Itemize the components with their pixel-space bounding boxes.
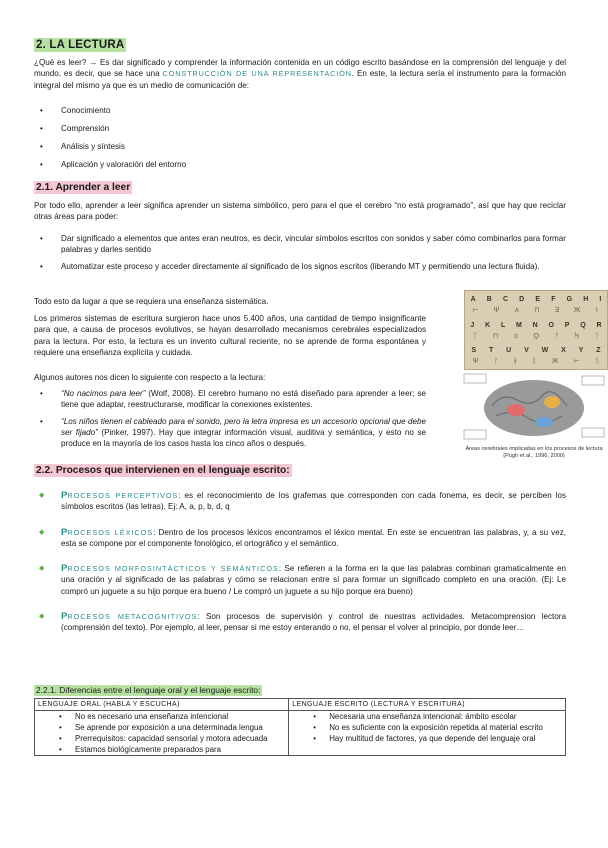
comparison-table	[34, 698, 566, 756]
process-name: ROCESOS PERCEPTIVOS	[67, 491, 179, 500]
paragraph: Los primeros sistemas de escritura surgieron hace unos 5.400 años, una cantidad de tiempo insignificante para que, a causa de procesos evolutivos, se hayan desarrollado mecanismos cerebrales especializados para la lectura. Por esto, la lectura es un invento cultural reciente, no se aprende de forma espontánea y requiere una enseñanza explícita y cuidada.	[34, 314, 426, 357]
alphabet-letter: Y	[578, 347, 584, 355]
process-initial: P	[61, 490, 68, 501]
list-item: • Hay multitud de factores, ya que depende del lenguaje oral	[291, 733, 561, 744]
quotes-list	[34, 388, 426, 454]
ancient-glyphs-row: Ψ ᚹ ∤ ᛒ Ж ⊢ ᚢ	[472, 358, 600, 366]
brain-diagram	[462, 372, 606, 442]
alphabet-letter: J	[470, 321, 475, 329]
alphabet-letter: O	[548, 321, 554, 329]
alphabet-letters-row	[465, 294, 607, 305]
list-item: • Análisis y síntesis	[34, 141, 186, 159]
process-initial: P	[61, 611, 68, 623]
list-item	[34, 388, 426, 411]
list-item: • Aplicación y valoración del entorno	[34, 159, 186, 177]
alphabet-letter: A	[470, 296, 476, 303]
process-text: : Son procesos de supervisión y control de nuestras actividades. Metacomprension lectora (comprensión del texto). Por ejemplo, al leer, pensar si me estoy enterando o no, el pensar el volver al principio, por donde leer…	[61, 612, 567, 633]
alphabet-letter: D	[519, 296, 525, 303]
aprender-list	[34, 233, 566, 277]
alphabet-letter: V	[524, 347, 529, 355]
process-text: : Se refieren a la forma en la que las palabras combinan gramaticalmente en una oración y al significado de las palabras y cómo se relacionan entre sí para formar un significado completo en una oración. (Ej: Le compró un juguete a su hijo porque era bueno / Le compró un juguete a su hijo porque era bueno)	[61, 564, 566, 596]
process-initial: P	[61, 526, 68, 538]
list-item: • No es suficiente con la exposición repetida al material escrito	[291, 722, 561, 733]
quote-text: “Los niños tienen el cableado para el sonido, pero la letra impresa es un accesorio opcional que debe ser fijado”	[61, 416, 426, 437]
paragraph: Algunos autores nos dicen lo siguiente con respecto a la lectura:	[34, 373, 266, 382]
subsection-title-2-2: 2.2. Procesos que intervienen en el lenguaje escrito:	[36, 465, 290, 476]
process-title	[61, 564, 279, 573]
alphabet-letter: S	[471, 347, 477, 355]
alphabet-letter: P	[564, 321, 570, 329]
list-item: • Prerrequisitos: capacidad sensorial y motora adecuada	[37, 733, 284, 744]
quote-source: (Pinker, 1997). Hay que integrar información visual, auditiva y semántica, y esto no se produce en la mayoría de los casos hasta los cinco años o después.	[61, 427, 426, 449]
process-item	[34, 611, 566, 634]
processes-list	[34, 490, 566, 648]
table-header-row	[35, 699, 566, 711]
table-header-escrito: LENGUAJE ESCRITO (LECTURA Y ESCRITURA)	[289, 699, 566, 711]
alphabet-letter: B	[486, 296, 492, 303]
quote-source: (Wolf, 2008). El cerebro humano no está diseñado para aprender a leer; se tiene que adaptar, reestructurarse, modificar la conexiones existentes.	[61, 389, 426, 410]
paragraph: Todo esto da lugar a que se requiera una enseñanza sistemática.	[34, 297, 269, 306]
alphabet-letters-row	[465, 320, 607, 331]
process-item	[34, 490, 566, 513]
alphabet-letter: R	[596, 321, 602, 329]
process-text: : es el reconocimiento de los grafemas que corresponden con cada fonema, es decir, se perciben los símbolos escritos (las letras). Ej: A, a, p, b, d, q	[61, 491, 567, 512]
alphabet-letter: T	[488, 347, 494, 355]
brain-area-frontal	[507, 404, 525, 416]
alphabet-letter: C	[502, 296, 509, 303]
caption-text: Áreas cerebrales implicadas en los procesos de lectura	[465, 446, 603, 452]
list-item: • Automatizar este proceso y acceder directamente al significado de los signos escritos (liberando MT y permitiendo una lectura fluida).	[34, 261, 566, 272]
intro-list	[34, 105, 186, 177]
alphabet-letter: F	[551, 296, 556, 303]
ancient-glyphs-row: ⊢ Ψ ∧ ⊓ ∃ Ж ᚦ	[472, 307, 600, 315]
brain-shape	[484, 380, 584, 436]
intro-highlight: CONSTRUCCIÓN DE UNA REPRESENTACIÓN	[162, 69, 352, 79]
alphabet-letter: W	[541, 347, 549, 355]
process-item	[34, 563, 566, 597]
alphabet-image	[464, 290, 608, 370]
brain-area-parietal	[544, 396, 560, 408]
alphabet-letter: Q	[580, 321, 586, 329]
alphabet-letter: Z	[596, 347, 601, 355]
table-row	[35, 711, 566, 756]
process-name: ROCESOS METACOGNITIVOS	[67, 612, 198, 622]
intro-paragraph	[34, 57, 566, 91]
process-title	[61, 528, 153, 537]
process-name: ROCESOS MORFOSINTÁCTICOS Y SEMÁNTICOS	[67, 564, 279, 574]
alphabet-letter: G	[566, 296, 573, 303]
subsection-title-2-2-1: 2.2.1. Diferencias entre el lenguaje oral y el lenguaje escrito:	[36, 685, 261, 695]
list-item: • Dar significado a elementos que antes eran neutros, es decir, vincular símbolos escritos con sonidos y saber cómo combinarlos para formar palabras y darles sentido	[34, 233, 566, 256]
alphabet-letters-row	[465, 345, 607, 356]
intro-text-end: . En este, la lectura sería el instrumento para la formación integral del mismo ya que es un medio de comunicación de:	[34, 69, 566, 90]
alphabet-letter: I	[599, 296, 602, 303]
subsection-title-2-1: 2.1. Aprender a leer	[36, 182, 131, 193]
alphabet-letter: H	[583, 296, 589, 303]
brain-area-temporal	[535, 417, 553, 427]
process-initial: P	[61, 563, 68, 575]
alphabet-letter: X	[561, 347, 566, 355]
process-text: : Dentro de los procesos léxicos encontramos el léxico mental. En este se encuentran las palabras, y, a su vez, esta se compone por el componente fonológico, el ortográfico y el semántico.	[61, 527, 567, 548]
list-item: • Se aprende por exposición a una determinada lengua	[37, 722, 284, 733]
list-item: • Conocimiento	[34, 105, 186, 123]
alphabet-letter: N	[532, 321, 538, 329]
table-cell-escrito	[289, 711, 566, 756]
table-cell-oral	[35, 711, 289, 756]
intro-text-start: ¿Qué es leer? → Es dar significado y comprender la información contenida en un código escrito basándose en la comprensión del lenguaje y del mundo, es decir, que se hace una	[34, 58, 566, 79]
alphabet-letter: K	[485, 321, 491, 329]
table-header-oral: LENGUAJE ORAL (HABLA Y ESCUCHA)	[35, 699, 289, 711]
list-item: • Comprensión	[34, 123, 186, 141]
section-title: 2. LA LECTURA	[36, 39, 125, 51]
alphabet-letter: L	[500, 321, 506, 329]
paragraph: Por todo ello, aprender a leer significa aprender un sistema simbólico, pero para el que el cerebro “no está programado”, así que hay que reciclar otras áreas para poder:	[34, 201, 566, 222]
list-item	[34, 416, 426, 450]
alphabet-letter: U	[506, 347, 512, 355]
process-title	[61, 491, 178, 500]
list-item: • No es necesario una enseñanza intencional	[37, 711, 284, 722]
alphabet-letter: M	[516, 321, 522, 329]
ancient-glyphs-row: ᛉ ⊓ ↄ Ϙ ᚠ Ϟ ᛏ	[472, 332, 600, 340]
process-item	[34, 527, 566, 550]
alphabet-letter: E	[535, 296, 541, 303]
process-name: ROCESOS LÉXICOS	[67, 527, 154, 537]
list-item: • Necesaria una enseñanza intencional: ámbito escolar	[291, 711, 561, 722]
process-title	[61, 612, 197, 621]
quote-text: “No nacimos para leer”	[61, 389, 146, 398]
list-item: • Estamos biológicamente preparados para	[37, 744, 284, 755]
figure-caption	[462, 446, 606, 460]
caption-reference: (Pugh et al., 1996, 2000)	[503, 453, 565, 459]
